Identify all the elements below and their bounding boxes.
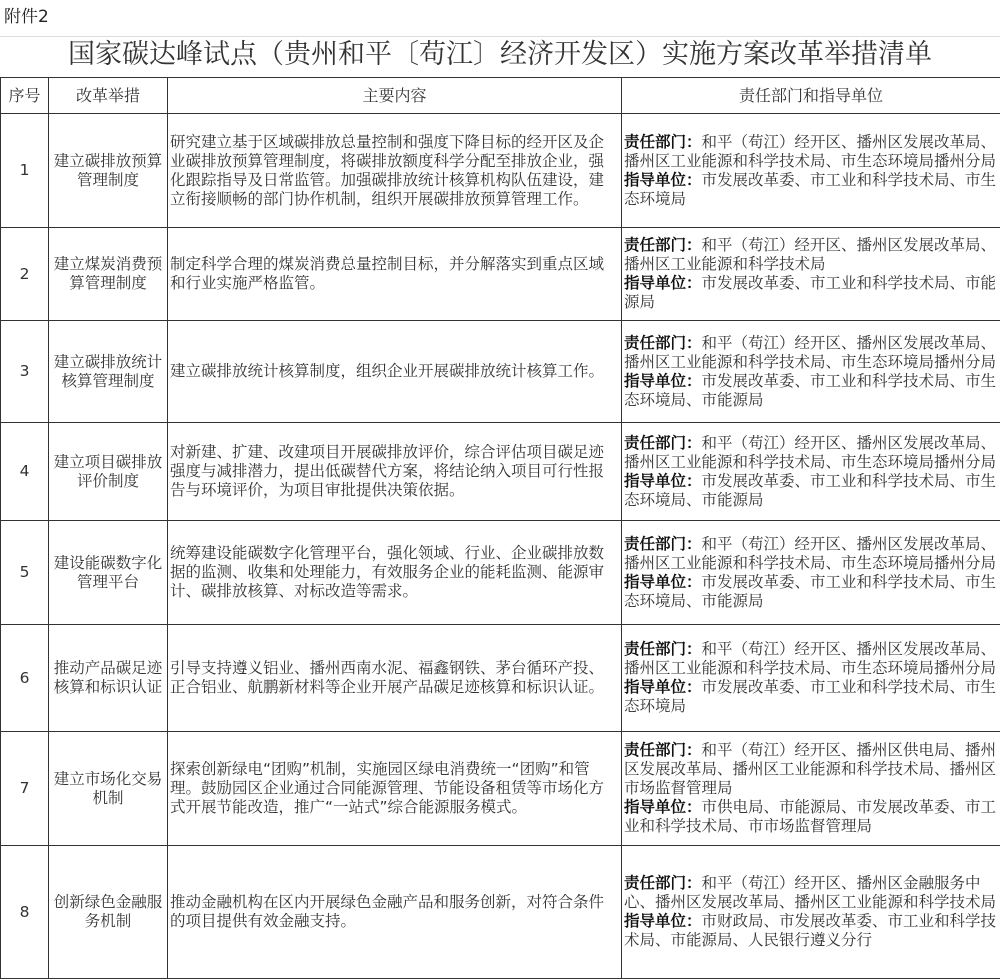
reform-measure: 创新绿色金融服务机制 bbox=[49, 846, 168, 979]
table-row bbox=[1, 846, 1000, 979]
departments-cell bbox=[622, 114, 1000, 228]
guiding-label: 指导单位： bbox=[624, 274, 702, 292]
guiding-label: 指导单位： bbox=[624, 371, 702, 390]
row-number: 1 bbox=[1, 114, 49, 228]
table-row bbox=[1, 321, 1000, 423]
header-content: 主要内容 bbox=[168, 78, 622, 114]
responsible-departments: 和平（苟江）经开区、播州区发展改革局、播州区工业能源和科学技术局、市生态环境局播州分局 bbox=[624, 534, 997, 572]
responsible-label: 责任部门： bbox=[624, 132, 702, 151]
departments-cell bbox=[622, 732, 1000, 846]
row-number: 5 bbox=[1, 521, 49, 625]
responsible-label: 责任部门： bbox=[624, 874, 702, 892]
reform-measure: 建立市场化交易机制 bbox=[49, 732, 168, 846]
main-content: 统筹建设能碳数字化管理平台，强化领域、行业、企业碳排放数据的监测、收集和处理能力，有效服务企业的能耗监测、能源审计、碳排放核算、对标改造等需求。 bbox=[168, 521, 622, 625]
guiding-label: 指导单位： bbox=[624, 912, 702, 930]
guiding-line bbox=[624, 573, 998, 611]
table-row bbox=[1, 732, 1000, 846]
responsible-departments: 和平（苟江）经开区、播州区发展改革局、播州区工业能源和科学技术局、市生态环境局播州分局 bbox=[624, 640, 997, 677]
guiding-units: 市发展改革委、市工业和科学技术局、市能源局 bbox=[624, 274, 997, 311]
guiding-line bbox=[624, 171, 998, 209]
responsible-label: 责任部门： bbox=[624, 236, 702, 254]
responsible-label: 责任部门： bbox=[624, 333, 702, 352]
row-number: 6 bbox=[1, 625, 49, 732]
responsible-departments: 和平（苟江）经开区、播州区发展改革局、播州区工业能源和科学技术局、市生态环境局播州分局 bbox=[624, 132, 997, 170]
reform-measure: 建立碳排放统计核算管理制度 bbox=[49, 321, 168, 423]
row-number: 2 bbox=[1, 228, 49, 321]
guiding-line bbox=[624, 472, 998, 510]
header-departments: 责任部门和指导单位 bbox=[622, 78, 1000, 114]
guiding-units: 市供电局、市能源局、市发展改革委、市工业和科学技术局、市市场监督管理局 bbox=[624, 798, 997, 835]
departments-cell bbox=[622, 228, 1000, 321]
table-row bbox=[1, 521, 1000, 625]
guiding-units: 市发展改革委、市工业和科学技术局、市生态环境局、市能源局 bbox=[624, 371, 997, 409]
table-row bbox=[1, 114, 1000, 228]
table-row bbox=[1, 228, 1000, 321]
row-number: 3 bbox=[1, 321, 49, 423]
responsible-label: 责任部门： bbox=[624, 741, 702, 759]
responsible-line bbox=[624, 640, 998, 678]
guiding-label: 指导单位： bbox=[624, 471, 702, 490]
table-header-row bbox=[1, 78, 1000, 114]
responsible-line bbox=[624, 535, 998, 573]
main-content: 制定科学合理的煤炭消费总量控制目标，并分解落实到重点区域和行业实施严格监管。 bbox=[168, 228, 622, 321]
responsible-label: 责任部门： bbox=[624, 534, 702, 553]
guiding-line bbox=[624, 798, 998, 836]
guiding-units: 市发展改革委、市工业和科学技术局、市生态环境局 bbox=[624, 170, 997, 208]
guiding-units: 市发展改革委、市工业和科学技术局、市生态环境局、市能源局 bbox=[624, 572, 997, 610]
guiding-units: 市发展改革委、市工业和科学技术局、市生态环境局、市能源局 bbox=[624, 471, 997, 509]
reform-measure: 推动产品碳足迹核算和标识认证 bbox=[49, 625, 168, 732]
header-measure: 改革举措 bbox=[49, 78, 168, 114]
table-row bbox=[1, 423, 1000, 521]
reform-measure: 建立项目碳排放评价制度 bbox=[49, 423, 168, 521]
responsible-departments: 和平（苟江）经开区、播州区供电局、播州区发展改革局、播州区工业能源和科学技术局、播州区市场监督管理局 bbox=[624, 741, 997, 797]
guiding-units: 市发展改革委、市工业和科学技术局、市生态环境局 bbox=[624, 678, 997, 715]
row-number: 7 bbox=[1, 732, 49, 846]
document-title: 国家碳达峰试点（贵州和平〔苟江〕经济开发区）实施方案改革举措清单 bbox=[68, 39, 932, 70]
reform-measure: 建立碳排放预算管理制度 bbox=[49, 114, 168, 228]
departments-cell bbox=[622, 423, 1000, 521]
reform-measure: 建立煤炭消费预算管理制度 bbox=[49, 228, 168, 321]
guiding-label: 指导单位： bbox=[624, 798, 702, 816]
departments-cell bbox=[622, 846, 1000, 979]
guiding-label: 指导单位： bbox=[624, 678, 702, 696]
responsible-departments: 和平（苟江）经开区、播州区发展改革局、播州区工业能源和科学技术局、市生态环境局播州分局 bbox=[624, 333, 997, 371]
responsible-departments: 和平（苟江）经开区、播州区发展改革局、播州区工业能源和科学技术局、市生态环境局播州分局 bbox=[624, 433, 997, 471]
responsible-line bbox=[624, 133, 998, 171]
guiding-line bbox=[624, 678, 998, 716]
main-content: 建立碳排放统计核算制度，组织企业开展碳排放统计核算工作。 bbox=[168, 321, 622, 423]
row-number: 8 bbox=[1, 846, 49, 979]
reform-measure: 建设能碳数字化管理平台 bbox=[49, 521, 168, 625]
guiding-label: 指导单位： bbox=[624, 572, 702, 591]
row-number: 4 bbox=[1, 423, 49, 521]
responsible-line bbox=[624, 236, 998, 274]
main-content: 推动金融机构在区内开展绿色金融产品和服务创新，对符合条件的项目提供有效金融支持。 bbox=[168, 846, 622, 979]
responsible-line bbox=[624, 434, 998, 472]
attachment-label: 附件2 bbox=[0, 0, 1000, 37]
header-no: 序号 bbox=[1, 78, 49, 114]
responsible-label: 责任部门： bbox=[624, 640, 702, 658]
guiding-label: 指导单位： bbox=[624, 170, 702, 189]
responsible-line bbox=[624, 741, 998, 798]
responsible-line bbox=[624, 874, 998, 912]
main-content: 引导支持遵义铝业、播州西南水泥、福鑫钢铁、茅台循环产投、正合铝业、航鹏新材料等企业开展产品碳足迹核算和标识认证。 bbox=[168, 625, 622, 732]
guiding-line bbox=[624, 274, 998, 312]
guiding-line bbox=[624, 372, 998, 410]
guiding-line bbox=[624, 912, 998, 950]
responsible-line bbox=[624, 334, 998, 372]
guiding-units: 市财政局、市发展改革委、市工业和科学技术局、市能源局、人民银行遵义分行 bbox=[624, 912, 997, 949]
table-row bbox=[1, 625, 1000, 732]
main-content: 对新建、扩建、改建项目开展碳排放评价，综合评估项目碳足迹强度与减排潜力，提出低碳替代方案，将结论纳入项目可行性报告与环境评价，为项目审批提供决策依据。 bbox=[168, 423, 622, 521]
reform-measures-table bbox=[0, 77, 1000, 979]
main-content: 研究建立基于区域碳排放总量控制和强度下降目标的经开区及企业碳排放预算管理制度，将碳排放额度科学分配至排放企业，强化跟踪指导及日常监管。加强碳排放统计核算机构队伍建设，建立衔接顺畅的部门协作机制，组织开展碳排放预算管理工作。 bbox=[168, 114, 622, 228]
departments-cell bbox=[622, 521, 1000, 625]
main-content: 探索创新绿电“团购”机制，实施园区绿电消费统一“团购”和管理。鼓励园区企业通过合同能源管理、节能设备租赁等市场化方式开展节能改造，推广“一站式”综合能源服务模式。 bbox=[168, 732, 622, 846]
departments-cell bbox=[622, 321, 1000, 423]
responsible-departments: 和平（苟江）经开区、播州区发展改革局、播州区工业能源和科学技术局 bbox=[624, 236, 997, 273]
responsible-label: 责任部门： bbox=[624, 433, 702, 452]
responsible-departments: 和平（苟江）经开区、播州区金融服务中心、播州区发展改革局、播州区工业能源和科学技术局 bbox=[624, 874, 997, 911]
departments-cell bbox=[622, 625, 1000, 732]
